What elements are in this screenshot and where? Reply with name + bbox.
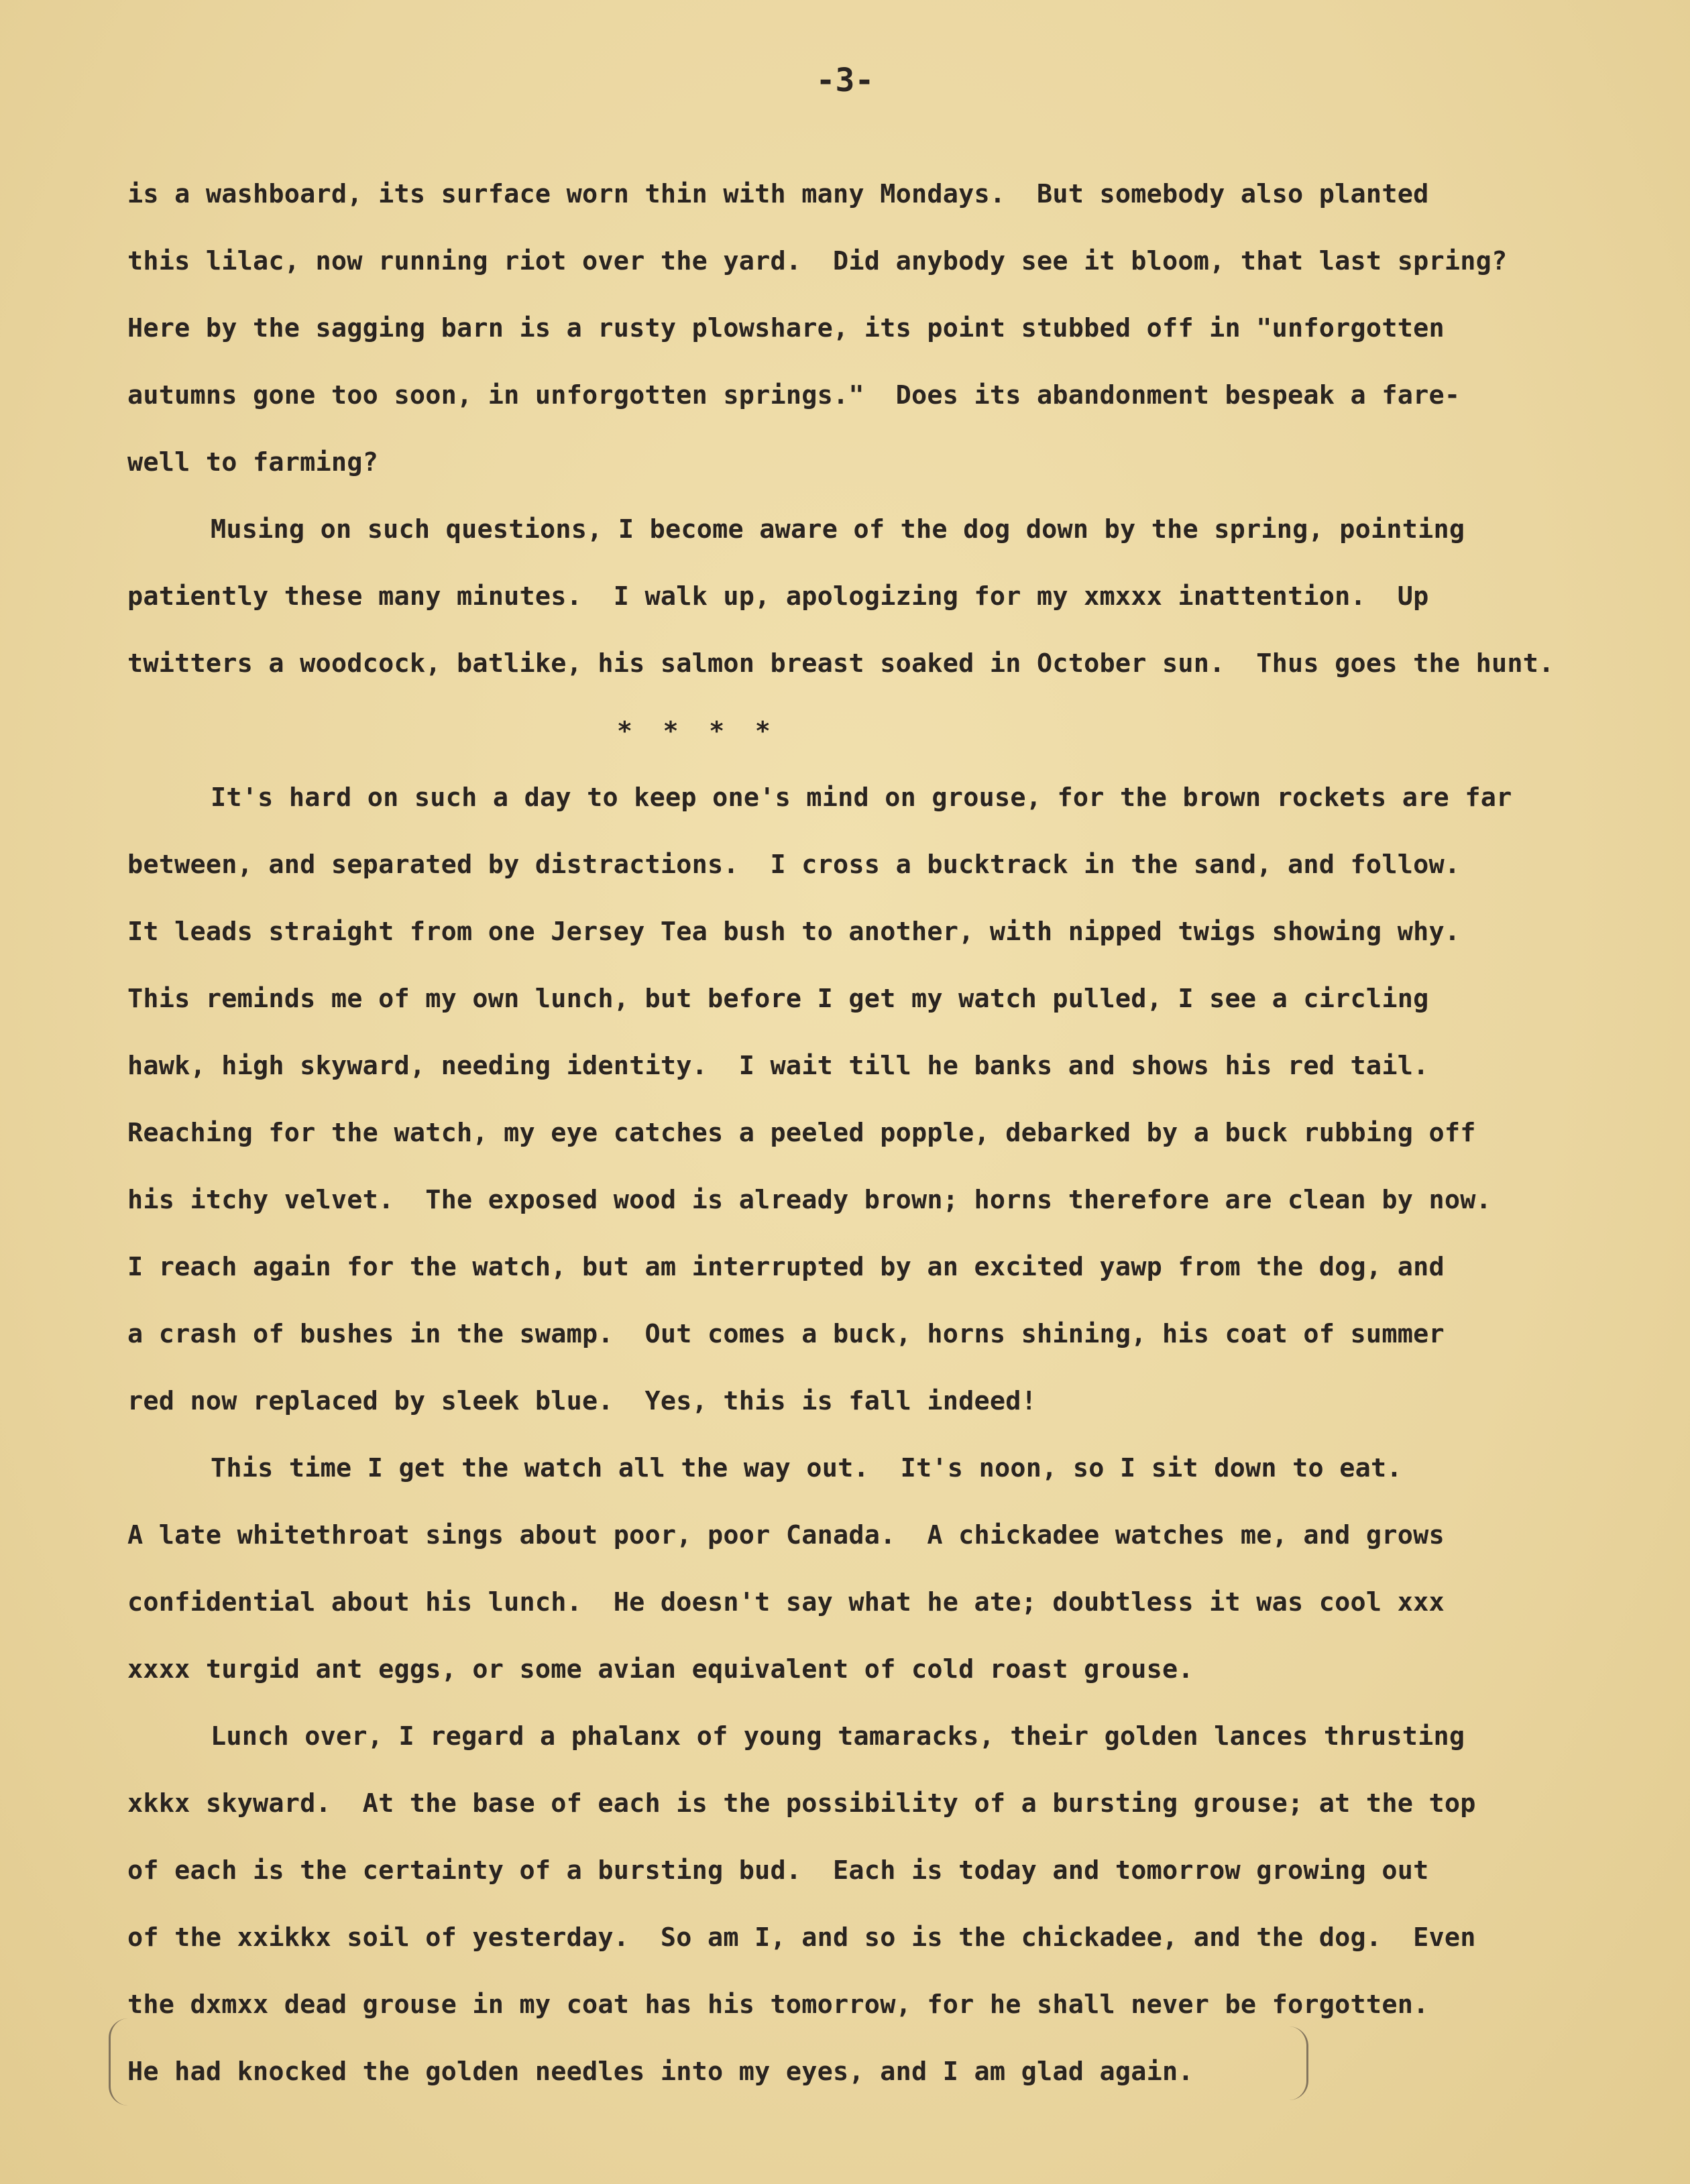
body-text: [127, 161, 1670, 2106]
paragraph-start-line: Musing on such questions, I become aware of the dog down by the spring, pointing: [211, 514, 1465, 544]
text-line: red now replaced by sleek blue. Yes, this is fall indeed!: [127, 1386, 1037, 1416]
text-line: xkkx skyward. At the base of each is the possibility of a bursting grouse; at the top: [127, 1788, 1476, 1819]
text-line: He had knocked the golden needles into my eyes, and I am glad again.: [127, 2057, 1194, 2087]
paragraph-start-line: Lunch over, I regard a phalanx of young tamaracks, their golden lances thrusting: [211, 1721, 1465, 1751]
text-line: Here by the sagging barn is a rusty plowshare, its point stubbed off in "unforgotten: [127, 313, 1445, 343]
text-line: hawk, high skyward, needing identity. I wait till he banks and shows his red tail.: [127, 1051, 1429, 1081]
handwritten-bracket-right: [1289, 2026, 1308, 2100]
text-line: confidential about his lunch. He doesn't say what he ate; doubtless it was cool xxx: [127, 1587, 1445, 1617]
text-line: of each is the certainty of a bursting bud. Each is today and tomorrow growing out: [127, 1855, 1429, 1886]
text-line: between, and separated by distractions. I cross a bucktrack in the sand, and follow.: [127, 850, 1461, 880]
text-line: well to farming?: [127, 447, 379, 477]
text-line: patiently these many minutes. I walk up, apologizing for my xmxxx inattention. Up: [127, 581, 1429, 612]
handwritten-bracket-left: [109, 2018, 128, 2106]
text-line: This reminds me of my own lunch, but before I get my watch pulled, I see a circling: [127, 984, 1429, 1014]
text-line: A late whitethroat sings about poor, poor Canada. A chickadee watches me, and grows: [127, 1520, 1445, 1550]
text-line: this lilac, now running riot over the yard. Did anybody see it bloom, that last spring?: [127, 246, 1508, 276]
text-line: I reach again for the watch, but am interrupted by an excited yawp from the dog, and: [127, 1252, 1445, 1282]
text-line: autumns gone too soon, in unforgotten springs." Does its abandonment bespeak a fare-: [127, 380, 1461, 410]
text-line: of the xxikkx soil of yesterday. So am I, and so is the chickadee, and the dog. Even: [127, 1922, 1476, 1953]
text-line: Reaching for the watch, my eye catches a peeled popple, debarked by a buck rubbing off: [127, 1118, 1476, 1148]
paragraph-start-line: It's hard on such a day to keep one's mind on grouse, for the brown rockets are far: [211, 783, 1512, 813]
section-separator: * * * *: [617, 716, 771, 746]
text-line: It leads straight from one Jersey Tea bush to another, with nipped twigs showing why.: [127, 917, 1461, 947]
text-line: a crash of bushes in the swamp. Out comes a buck, horns shining, his coat of summer: [127, 1319, 1445, 1349]
page-number: -3-: [815, 62, 875, 99]
text-line: xxxx turgid ant eggs, or some avian equivalent of cold roast grouse.: [127, 1654, 1194, 1684]
text-line: is a washboard, its surface worn thin with many Mondays. But somebody also planted: [127, 179, 1429, 209]
paragraph-start-line: This time I get the watch all the way out. It's noon, so I sit down to eat.: [211, 1453, 1402, 1483]
text-line: his itchy velvet. The exposed wood is already brown; horns therefore are clean by now.: [127, 1185, 1491, 1215]
text-line: the dxmxx dead grouse in my coat has his tomorrow, for he shall never be forgotten.: [127, 1990, 1429, 2020]
text-line: twitters a woodcock, batlike, his salmon breast soaked in October sun. Thus goes the hunt.: [127, 648, 1555, 679]
